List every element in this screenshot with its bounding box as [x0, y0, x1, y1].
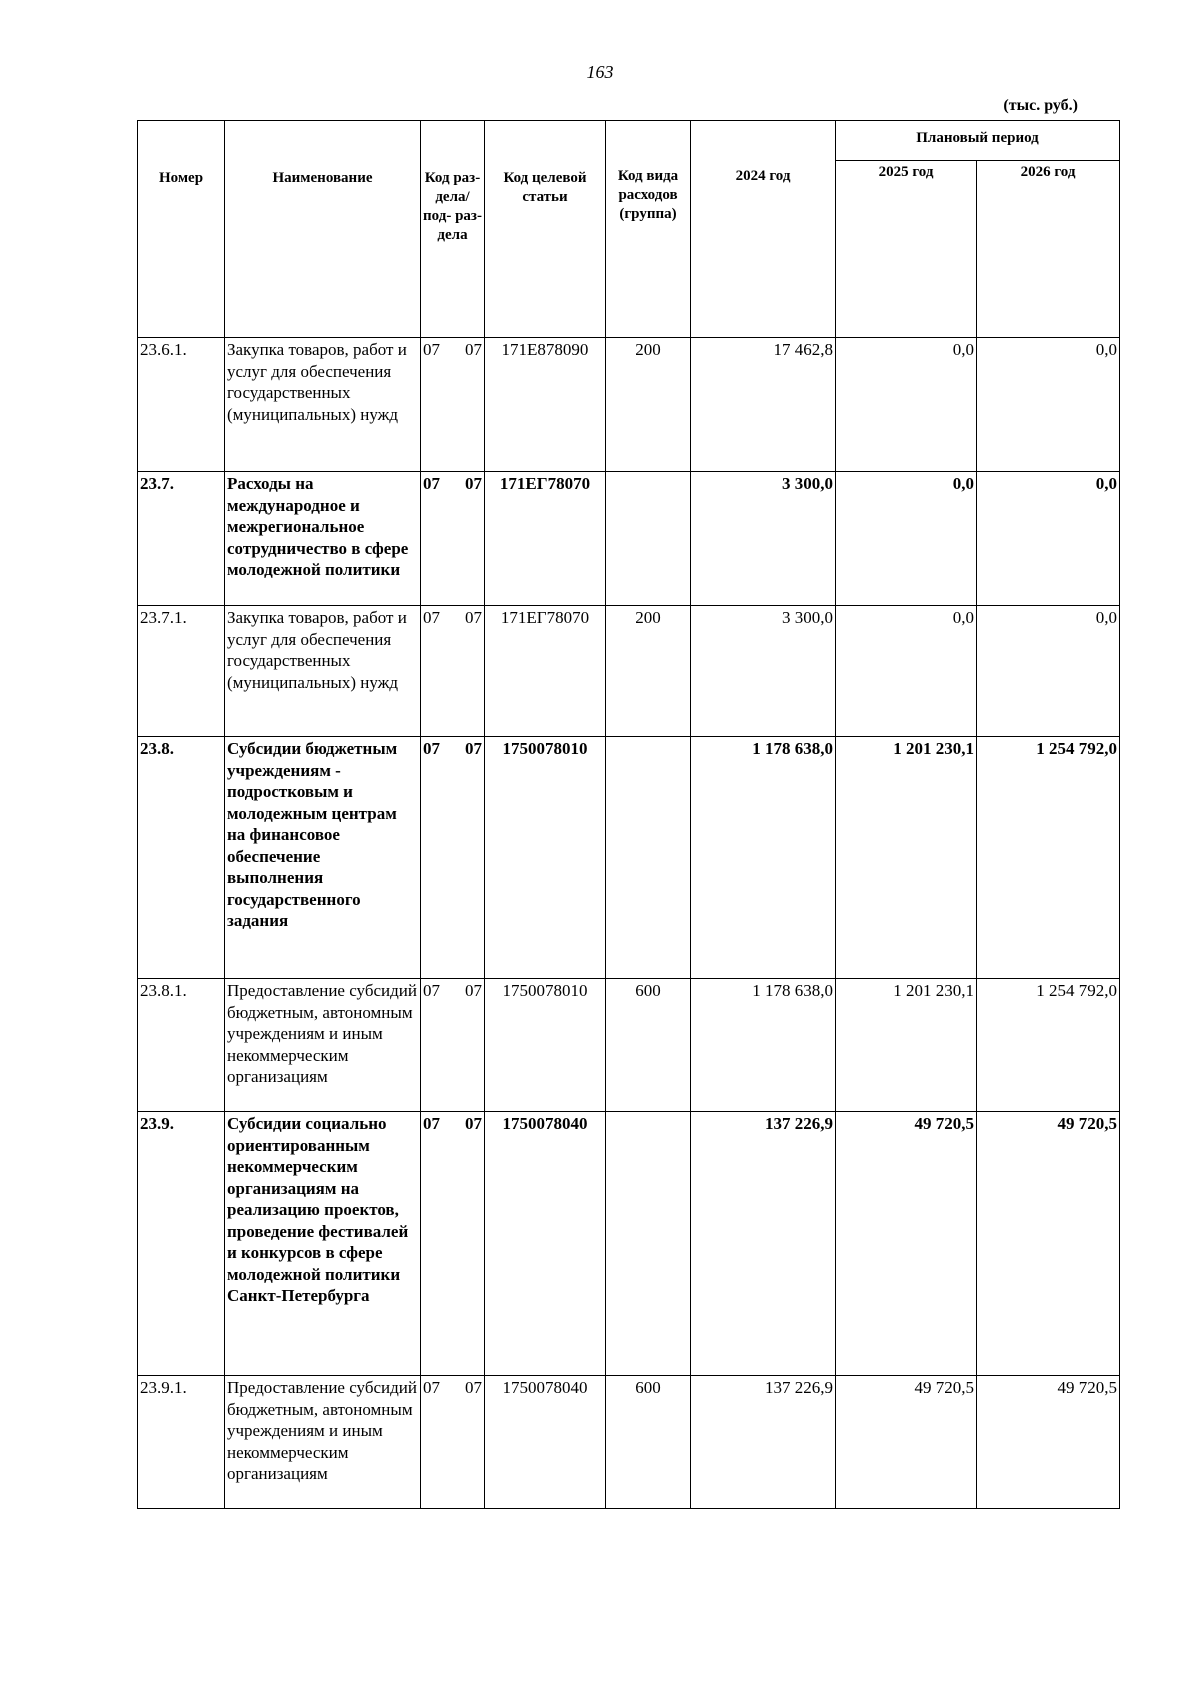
- page-number: 163: [586, 62, 614, 82]
- row-name: Расходы на международное и межрегиональное сотрудничество в сфере молодежной политики: [225, 472, 421, 606]
- header-year-2024: 2024 год: [691, 121, 836, 338]
- row-expense-type: 600: [606, 979, 691, 1112]
- row-subsection: 07: [465, 981, 482, 1000]
- row-value-2024: 1 178 638,0: [691, 737, 836, 979]
- row-section-code: [421, 979, 485, 1112]
- row-expense-type: [606, 472, 691, 606]
- budget-table: [137, 120, 1120, 1509]
- row-name: Субсидии социально ориентированным некоммерческим организациям на реализацию проектов, проведение фестивалей и конкурсов в сфере молодежной политики Санкт-Петербурга: [225, 1112, 421, 1376]
- row-value-2024: 137 226,9: [691, 1112, 836, 1376]
- table-row: [138, 1112, 1120, 1376]
- row-target-code: 1750078010: [485, 979, 606, 1112]
- row-value-2024: 1 178 638,0: [691, 979, 836, 1112]
- row-number: 23.9.1.: [138, 1376, 225, 1509]
- row-expense-type: [606, 737, 691, 979]
- row-value-2025: 1 201 230,1: [836, 737, 977, 979]
- row-subsection: 07: [465, 474, 482, 493]
- row-section: 07: [423, 1378, 440, 1397]
- row-target-code: 171ЕГ78070: [485, 606, 606, 737]
- row-subsection: 07: [465, 608, 482, 627]
- row-name: Субсидии бюджетным учреждениям - подростковым и молодежным центрам на финансовое обеспечение выполнения государственного задания: [225, 737, 421, 979]
- table-row: [138, 979, 1120, 1112]
- row-target-code: 171E878090: [485, 338, 606, 472]
- row-number: 23.7.1.: [138, 606, 225, 737]
- header-expense-type: Код вида расходов (группа): [606, 121, 691, 338]
- row-section: 07: [423, 1114, 440, 1133]
- row-target-code: 171ЕГ78070: [485, 472, 606, 606]
- row-value-2024: 17 462,8: [691, 338, 836, 472]
- row-expense-type: 200: [606, 606, 691, 737]
- row-section-code: [421, 1112, 485, 1376]
- row-section: 07: [423, 608, 440, 627]
- row-value-2025: 0,0: [836, 472, 977, 606]
- row-section: 07: [423, 474, 440, 493]
- units-label: (тыс. руб.): [1003, 97, 1078, 114]
- row-section-code: [421, 1376, 485, 1509]
- row-name: Закупка товаров, работ и услуг для обеспечения государственных (муниципальных) нужд: [225, 606, 421, 737]
- row-value-2025: 0,0: [836, 338, 977, 472]
- row-number: 23.6.1.: [138, 338, 225, 472]
- row-target-code: 1750078040: [485, 1112, 606, 1376]
- header-year-2026: 2026 год: [977, 161, 1120, 338]
- row-value-2026: 49 720,5: [977, 1376, 1120, 1509]
- header-name: Наименование: [225, 121, 421, 338]
- table-row: [138, 737, 1120, 979]
- row-expense-type: 600: [606, 1376, 691, 1509]
- row-value-2026: 0,0: [977, 472, 1120, 606]
- row-subsection: 07: [465, 1378, 482, 1397]
- row-value-2026: 49 720,5: [977, 1112, 1120, 1376]
- header-number: Номер: [138, 121, 225, 338]
- row-number: 23.8.1.: [138, 979, 225, 1112]
- header-planned-period: Плановый период: [836, 121, 1120, 161]
- row-section-code: [421, 606, 485, 737]
- table-row: [138, 1376, 1120, 1509]
- row-value-2026: 1 254 792,0: [977, 979, 1120, 1112]
- row-section-code: [421, 472, 485, 606]
- row-name: Закупка товаров, работ и услуг для обеспечения государственных (муниципальных) нужд: [225, 338, 421, 472]
- row-target-code: 1750078040: [485, 1376, 606, 1509]
- row-target-code: 1750078010: [485, 737, 606, 979]
- header-section-code: Код раз- дела/ под- раз- дела: [421, 121, 485, 338]
- row-name: Предоставление субсидий бюджетным, автономным учреждениям и иным некоммерческим организациям: [225, 1376, 421, 1509]
- row-value-2026: 0,0: [977, 606, 1120, 737]
- row-value-2025: 49 720,5: [836, 1112, 977, 1376]
- row-value-2026: 1 254 792,0: [977, 737, 1120, 979]
- row-value-2025: 1 201 230,1: [836, 979, 977, 1112]
- row-section: 07: [423, 340, 440, 359]
- header-year-2025: 2025 год: [836, 161, 977, 338]
- row-value-2024: 137 226,9: [691, 1376, 836, 1509]
- row-number: 23.9.: [138, 1112, 225, 1376]
- row-section: 07: [423, 981, 440, 1000]
- table-row: [138, 472, 1120, 606]
- row-subsection: 07: [465, 1114, 482, 1133]
- row-subsection: 07: [465, 340, 482, 359]
- row-section-code: [421, 737, 485, 979]
- header-target-code: Код целевой статьи: [485, 121, 606, 338]
- table-row: [138, 338, 1120, 472]
- row-expense-type: [606, 1112, 691, 1376]
- row-expense-type: 200: [606, 338, 691, 472]
- row-number: 23.8.: [138, 737, 225, 979]
- row-value-2024: 3 300,0: [691, 472, 836, 606]
- row-number: 23.7.: [138, 472, 225, 606]
- row-section-code: [421, 338, 485, 472]
- table-row: [138, 606, 1120, 737]
- row-value-2025: 0,0: [836, 606, 977, 737]
- row-section: 07: [423, 739, 440, 758]
- row-subsection: 07: [465, 739, 482, 758]
- row-name: Предоставление субсидий бюджетным, автономным учреждениям и иным некоммерческим организациям: [225, 979, 421, 1112]
- row-value-2024: 3 300,0: [691, 606, 836, 737]
- row-value-2025: 49 720,5: [836, 1376, 977, 1509]
- row-value-2026: 0,0: [977, 338, 1120, 472]
